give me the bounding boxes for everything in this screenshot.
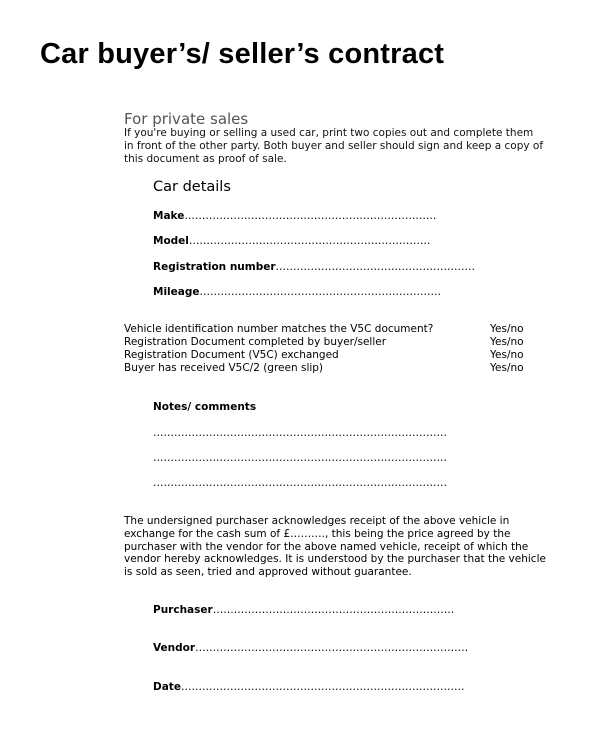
mileage-field[interactable] — [153, 286, 441, 298]
date-field[interactable] — [153, 681, 464, 693]
intro-line: this document as proof of sale. — [124, 153, 287, 165]
intro-paragraph — [124, 127, 554, 166]
registration-number-field[interactable] — [153, 261, 475, 273]
check-row-green-slip — [124, 362, 528, 375]
ack-line: is sold as seen, tried and approved without guarantee. — [124, 566, 412, 579]
registration-number-label: Registration number — [153, 261, 276, 273]
page-title: Car buyer’s/ seller’s contract — [40, 38, 445, 70]
check-question: Vehicle identification number matches the V5C document? — [124, 323, 434, 335]
check-question: Buyer has received V5C/2 (green slip) — [124, 362, 324, 374]
make-field[interactable] — [153, 210, 436, 222]
date-dots: ……………………………………………………………………… — [180, 681, 465, 693]
ack-line: The undersigned purchaser acknowledges receipt of the above vehicle in — [124, 515, 510, 527]
notes-line[interactable]: ………………………………………………………………………… — [153, 452, 447, 464]
purchaser-label: Purchaser — [153, 604, 213, 616]
intro-line: If you're buying or selling a used car, print two copies out and complete them — [124, 127, 534, 139]
check-row-registration-completed — [124, 336, 528, 349]
registration-number-dots: ………………………………………………… — [275, 261, 476, 273]
ack-line: vendor hereby acknowledges. It is understood by the purchaser that the vehicle — [124, 553, 546, 566]
check-answer[interactable]: Yes/no — [490, 323, 524, 335]
purchaser-dots: …………………………………………………………… — [212, 604, 455, 616]
check-row-vin — [124, 323, 528, 336]
notes-line[interactable]: ………………………………………………………………………… — [153, 477, 447, 489]
vendor-signature-field[interactable] — [153, 642, 468, 654]
make-dots: ……………………………………………………………… — [184, 210, 437, 222]
check-row-v5c-exchanged — [124, 349, 528, 362]
intro-line: in front of the other party. Both buyer and seller should sign and keep a copy of — [124, 140, 544, 152]
vendor-label: Vendor — [153, 642, 196, 654]
purchaser-signature-field[interactable] — [153, 604, 454, 616]
make-label: Make — [153, 210, 185, 222]
model-dots: …………………………………………………………… — [188, 235, 431, 247]
acknowledgement-paragraph — [124, 515, 554, 579]
check-answer[interactable]: Yes/no — [490, 362, 524, 374]
vendor-dots: …………………………………………………………………… — [195, 642, 469, 654]
mileage-label: Mileage — [153, 286, 200, 298]
model-label: Model — [153, 235, 189, 247]
check-question: Registration Document (V5C) exchanged — [124, 349, 339, 361]
date-label: Date — [153, 681, 181, 693]
notes-label: Notes/ comments — [153, 401, 257, 413]
check-answer[interactable]: Yes/no — [490, 349, 524, 361]
mileage-dots: …………………………………………………………… — [199, 286, 441, 298]
check-question: Registration Document completed by buyer/seller — [124, 336, 387, 348]
notes-line[interactable]: ………………………………………………………………………… — [153, 427, 447, 439]
subtitle: For private sales — [124, 110, 249, 128]
car-details-heading: Car details — [153, 179, 231, 195]
ack-line: purchaser with the vendor for the above named vehicle, receipt of which the — [124, 540, 529, 553]
model-field[interactable] — [153, 235, 430, 247]
check-answer[interactable]: Yes/no — [490, 336, 524, 348]
ack-line: exchange for the cash sum of £………., this being the price agreed by the — [124, 527, 511, 540]
